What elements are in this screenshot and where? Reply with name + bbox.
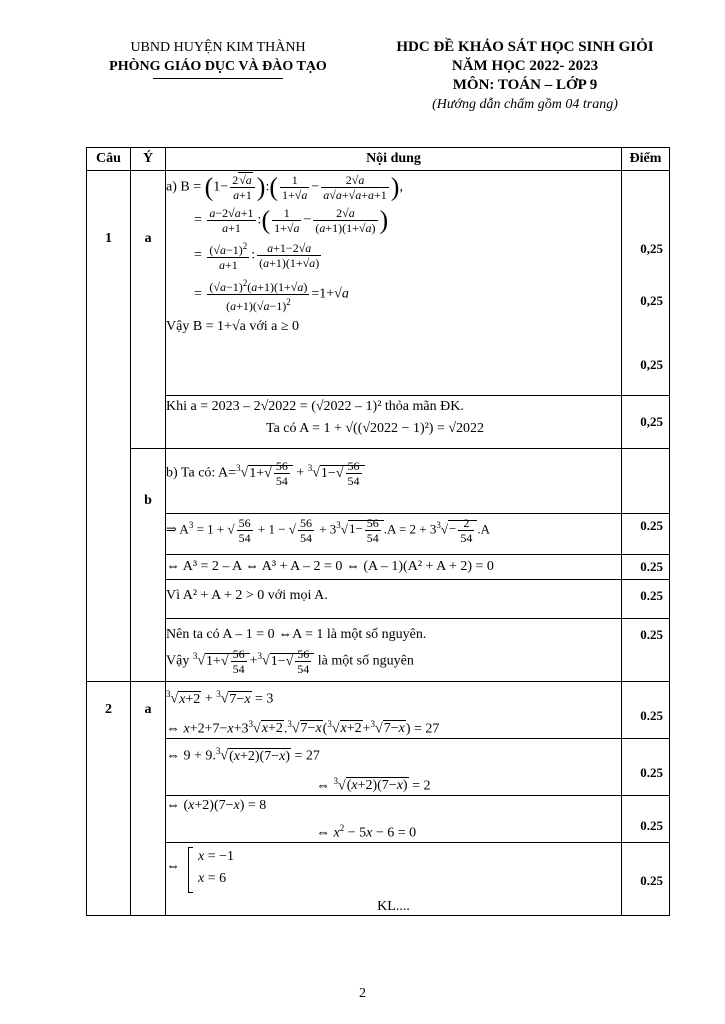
q2a-line1: $^3$√x+2 + $^3$√7−x = 3 <box>166 689 274 707</box>
table-row <box>87 682 670 739</box>
col-header-diem: Điểm <box>622 148 670 171</box>
table-row <box>87 514 670 555</box>
q1b-taco-label: b) Ta có: A= <box>166 465 237 481</box>
score: 0.25 <box>640 627 663 642</box>
q1a-scores <box>622 171 670 396</box>
q2a-line4: ⇔ $^3$√(x+2)(7−x) = 2 <box>316 775 431 794</box>
header-divider <box>153 78 283 79</box>
col-header-noidung: Nội dung <box>166 148 622 171</box>
q1a-taco-line: Ta có A = 1 + √((√2022 − 1)²) = √2022 <box>266 421 485 436</box>
table-row <box>87 396 670 449</box>
q1b-step3-score-cell <box>622 555 670 580</box>
score: 0.25 <box>640 873 663 888</box>
q1a-conclusion: Vậy B = 1+√a với a ≥ 0 <box>166 319 300 334</box>
col-header-y: Ý <box>131 148 166 171</box>
q2a-step2 <box>166 739 622 796</box>
q1b-step5b-post: là một số nguyên <box>317 653 414 669</box>
y-1a-label: a <box>144 231 152 246</box>
table-row <box>87 171 670 396</box>
q1a-khi-line: Khi a = 2023 – 2√2022 = (√2022 – 1)² thỏa mãn ĐK. <box>166 399 464 414</box>
q2a-step3-score-cell <box>622 796 670 843</box>
q1b-step3 <box>166 555 622 580</box>
q1b-step5 <box>166 619 622 682</box>
y-2a <box>131 682 166 916</box>
table-header-row <box>87 148 670 171</box>
q1a-line3: = $\frac{(√a-1)^2}{a+1}$ : $\frac{a+1-2√a}{(a+1)(1+√a)}$ <box>194 241 320 272</box>
table-row <box>87 580 670 619</box>
header-right-line3: MÔN: TOÁN – LỚP 9 <box>452 77 598 93</box>
cau-1 <box>87 171 131 682</box>
score: 0,25 <box>640 241 663 256</box>
header-right <box>365 38 685 114</box>
q1b-empty-score <box>622 449 670 514</box>
q1a-khi <box>166 396 622 449</box>
q1b-step5a-line: Nên ta có A – 1 = 0 ⇔A = 1 là một số nguyên. <box>166 627 427 642</box>
table-row <box>87 739 670 796</box>
header-right-line1: HDC ĐỀ KHẢO SÁT HỌC SINH GIỎI <box>396 39 654 55</box>
q1a-line2: = $\frac{a-2√a+1}{a+1}$ :( $\frac{1}{1+√a}$ − $\frac{2√a}{(a+1)(1+√a)}$ ) <box>194 205 389 235</box>
q2a-step2-score-cell <box>622 739 670 796</box>
q1a-content <box>166 171 622 396</box>
q1b-step4-score-cell <box>622 580 670 619</box>
y-1a <box>131 171 166 449</box>
q1b-taco-line: b) Ta có: A=$^3$√1+√ $\frac{56}{54}$ + $^3$√1−√ $\frac{56}{54}$ <box>166 459 621 488</box>
table-row <box>87 843 670 916</box>
cau-1-label: 1 <box>105 231 112 246</box>
q1b-step4-line: Vì A² + A + 2 > 0 với mọi A. <box>166 588 328 603</box>
q1b-taco <box>166 449 622 514</box>
header-left-line2: PHÒNG GIÁO DỤC VÀ ĐÀO TẠO <box>109 59 327 74</box>
score: 0.25 <box>640 588 663 603</box>
table-row <box>87 555 670 580</box>
score: 0.25 <box>640 818 663 833</box>
y-2a-label: a <box>144 702 152 717</box>
q2a-step3 <box>166 796 622 843</box>
q1b-step4 <box>166 580 622 619</box>
header-right-line4: (Hướng dẫn chấm gồm 04 trang) <box>432 97 618 112</box>
score: 0.25 <box>640 765 663 780</box>
q2a-step4 <box>166 843 622 916</box>
score: 0.25 <box>640 518 663 533</box>
q1b-step5b-line: Vậy $^3$√1+√ $\frac{56}{54}$ +$^3$√1−√ $\frac{56}{54}$ là một số nguyên <box>166 647 414 676</box>
header-left-line1: UBND HUYỆN KIM THÀNH <box>130 40 306 55</box>
q1b-step2-score-cell <box>622 514 670 555</box>
answer-table <box>86 147 670 916</box>
header-left <box>78 38 358 79</box>
table-row <box>87 796 670 843</box>
score: 0,25 <box>640 414 663 429</box>
header-right-line2: NĂM HỌC 2022- 2023 <box>451 58 599 74</box>
q2a-line5: ⇔ (x+2)(7−x) = 8 <box>166 798 267 813</box>
q1b-step5b-pre: Vậy <box>166 653 190 669</box>
score: 0.25 <box>640 559 663 574</box>
score: 0,25 <box>640 293 663 308</box>
q1b-step2-line: ⇒ $A^3 = 1$ + √ $\frac{56}{54}$ + 1 − √ $\frac{56}{54}$ + $3^3√1-$ $\frac{56}{54}$ $.A = 2 + 3^3√-$ $\frac{2}{54}$ .A <box>166 516 490 545</box>
q1a-label: a) B = <box>166 179 202 195</box>
table-row <box>87 619 670 682</box>
col-header-cau: Câu <box>87 148 131 171</box>
q2a-system: ⇔ x = −1 x = 6 <box>166 847 621 891</box>
q2a-line6: ⇔ $x^2 - 5x - 6 = 0$ <box>316 823 417 841</box>
table-row <box>87 449 670 514</box>
score: 0,25 <box>640 357 663 372</box>
q1b-step3-line: ⇔ A³ = 2 – A ⇔ A³ + A – 2 = 0 ⇔ (A – 1)(A² + A + 2) = 0 <box>166 559 494 574</box>
q1a-khi-score <box>622 396 670 449</box>
y-1b-label: b <box>144 493 152 508</box>
q2a-line3: ⇔ 9 + 9.$^3$√(x+2)(7−x) = 27 <box>166 746 320 764</box>
q2a-line2: ⇔ $x+2+7-x+3^3√x+2.^3√7-x(^3√x+2+^3√7-x) = 27$ <box>166 718 440 737</box>
q2a-step4-score-cell <box>622 843 670 916</box>
q1b-step5-score-cell <box>622 619 670 682</box>
q1a-line1: a) B = (1− $\frac{2√a}{a+1}$ ):( $\frac{1}{1+√a}$ − $\frac{2√a}{a√a+√a+a+1}$ ), <box>166 172 403 202</box>
q2a-step1-score-cell <box>622 682 670 739</box>
cau-2-label: 2 <box>105 702 112 717</box>
q2a-kl: KL.... <box>377 899 410 914</box>
q1a-line4: = $\frac{(√a-1)^2(a+1)(1+√a)}{(a+1)(√a-1)^2}$ =1+√a <box>194 278 349 313</box>
page-number: 2 <box>359 986 366 1001</box>
cau-2 <box>87 682 131 916</box>
score: 0.25 <box>640 708 663 723</box>
y-1b <box>131 449 166 682</box>
q1b-step2 <box>166 514 622 555</box>
q2a-step1 <box>166 682 622 739</box>
